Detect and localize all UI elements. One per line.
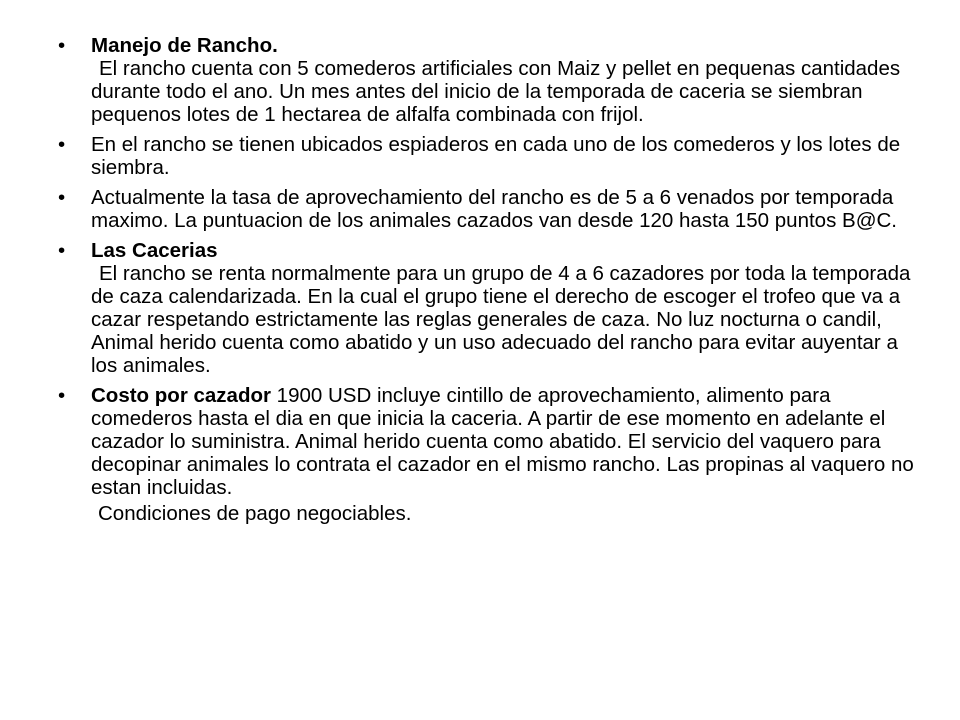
manejo-paragraph: El rancho cuenta con 5 comederos artificiales con Maiz y pellet en pequenas cantidades durante todo el ano. Un mes antes del inicio de la temporada de caceria se siembran pequenos lotes de 1 hectarea de alfalfa combinada con frijol. xyxy=(91,57,901,126)
condiciones-text: Condiciones de pago negociables. xyxy=(98,502,412,525)
bullet-marker: • xyxy=(58,186,66,209)
tasa-text: Actualmente la tasa de aprovechamiento del rancho es de 5 a 6 venados por temporada maximo. La puntuacion de los animales cazados van desde 120 hasta 150 puntos B@C. xyxy=(91,186,898,232)
costo-text-block xyxy=(91,384,918,499)
bullet-marker: • xyxy=(58,239,66,262)
bullet-item-tasa xyxy=(58,186,918,232)
bullet-marker: • xyxy=(58,133,66,156)
bullet-marker: • xyxy=(58,34,66,57)
manejo-paragraph-block xyxy=(58,57,918,126)
costo-text: 1900 USD incluye cintillo de aprovechamiento, alimento para comederos hasta el dia en que inicia la caceria. A partir de ese momento en adelante el cazador lo suministra. Animal herido cuenta como abatido. El servicio del vaquero para decopinar animales lo contrata el cazador en el mismo rancho. Las propinas al vaquero no estan incluidas. xyxy=(91,384,914,499)
bullet-marker: • xyxy=(58,384,66,407)
slide-body xyxy=(58,34,918,525)
espiaderos-text: En el rancho se tienen ubicados espiaderos en cada uno de los comederos y los lotes de siembra. xyxy=(91,133,901,179)
bullet-item-manejo xyxy=(58,34,918,57)
cacerias-paragraph-block xyxy=(58,262,918,377)
manejo-heading: Manejo de Rancho. xyxy=(91,34,278,57)
cacerias-paragraph: El rancho se renta normalmente para un grupo de 4 a 6 cazadores por toda la temporada de caza calendarizada. En la cual el grupo tiene el derecho de escoger el trofeo que va a cazar respetando estrictamente las reglas generales de caza. No luz nocturna o candil, Animal herido cuenta como abatido y un uso adecuado del rancho para evitar auyentar a los animales. xyxy=(91,262,911,377)
bullet-item-espiaderos xyxy=(58,133,918,179)
cacerias-heading: Las Cacerias xyxy=(91,239,218,262)
costo-label: Costo por cazador xyxy=(91,384,271,407)
bullet-item-costo xyxy=(58,384,918,499)
bullet-item-cacerias xyxy=(58,239,918,262)
